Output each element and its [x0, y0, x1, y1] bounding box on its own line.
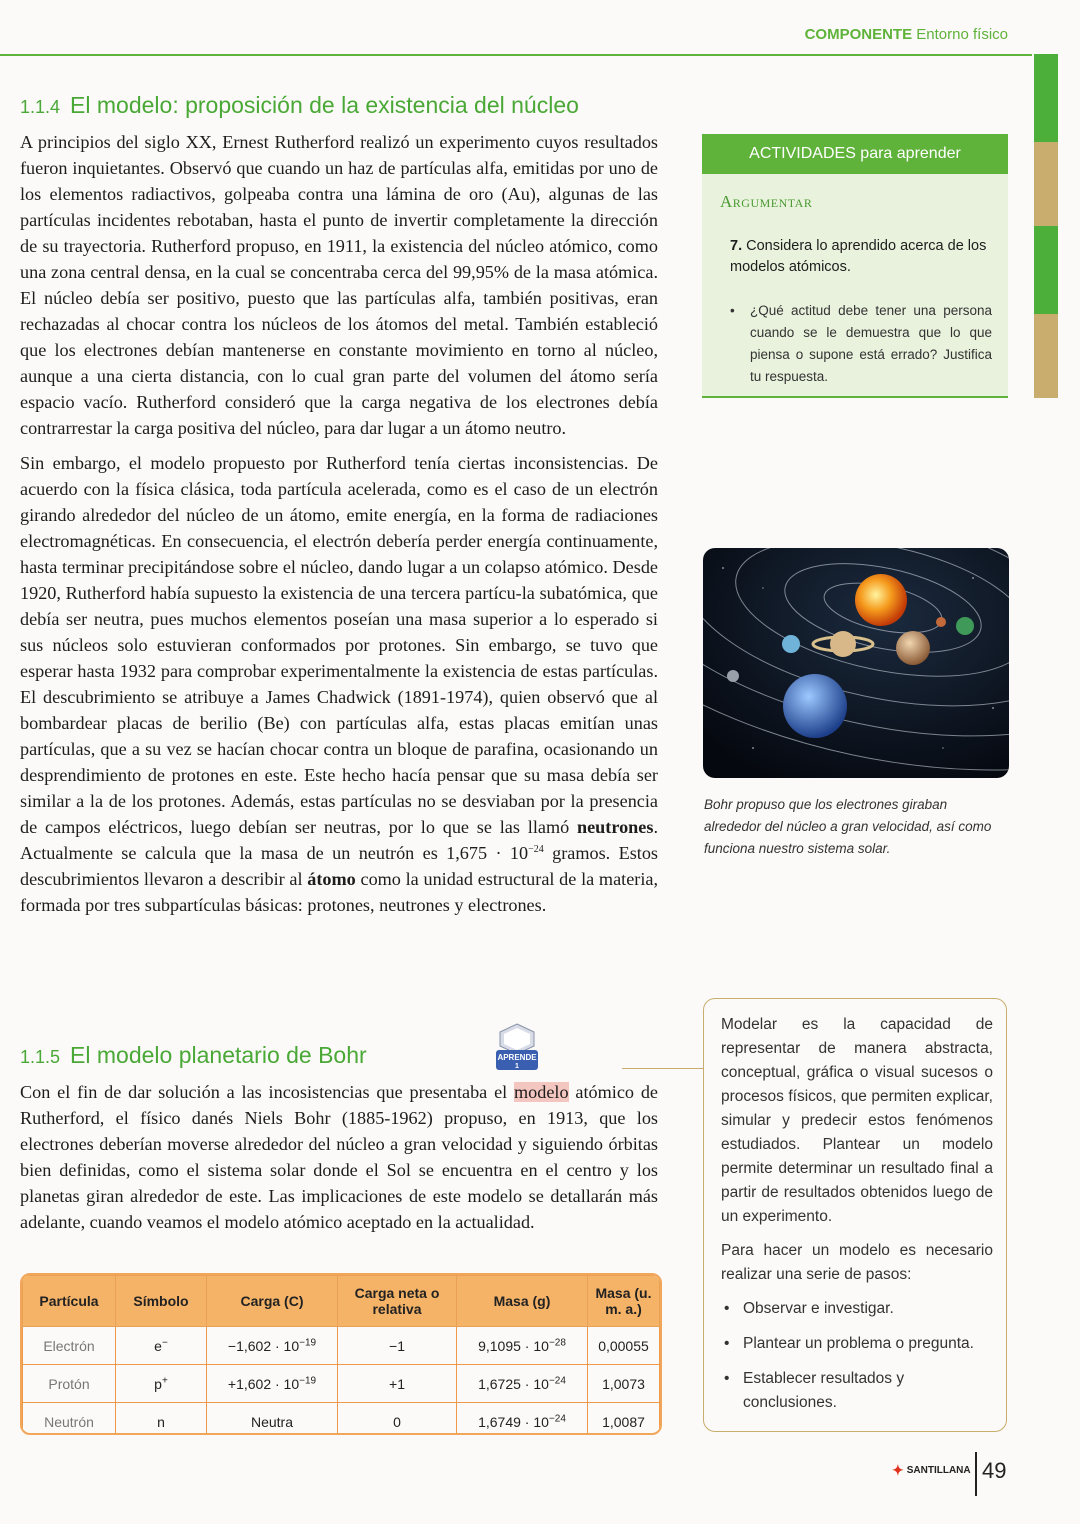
cell-particula: Protón	[23, 1365, 116, 1403]
definition-text	[721, 1013, 993, 1426]
col-masa-g: Masa (g)	[457, 1276, 588, 1327]
component-name: Entorno físico	[916, 26, 1008, 43]
badge-label: APRENDE	[497, 1053, 537, 1062]
cell-masa-g: $9,1095 \cdot 10^{-28}$	[457, 1327, 588, 1365]
section-title-text: El modelo planetario de Bohr	[70, 1042, 367, 1068]
activity-header: ACTIVIDADES para aprender	[702, 134, 1008, 174]
paragraph-inconsistencias: Sin embargo, el modelo propuesto por Rutherford tenía ciertas inconsistencias. De acuerdo con la física clásica, toda partícula acelerada, como es el caso de un electrón girando alrededor del núcleo de un átomo, emite energía, en la forma de radiaciones electromagnéticas. En consecuencia, el electrón debería perder energía continuamente, hasta terminar precipitándose sobre el núcleo, dando lugar a un colapso atómico. Desde 1920, Rutherford había supuesto la existencia de una tercera partícu-la subatómica, que debía ser neutra, pues muchos elementos poseían una masa superior a lo esperado si sus núcleos solo estuvieran conformados por protones. Sin embargo, se tuvo que esperar hasta 1932 para comprobar experimentalmente la existencia de estas partículas. El descubrimiento se atribuye a James Chadwick (1891-1974), quien observó que al bombardear placas de berilio (Be) con partículas alfa, estas placas emitían unas partículas, que a su vez se hacían chocar contra un bloque de parafina, ocasionando un desprendimiento de protones en este. Este hecho hacía pensar que su masa debía ser similar a la de los protones. Además, estas partículas no se desviaban por la presencia de campos eléctricos, luego debían ser neutras, por lo que se las llamó neutrones. Actualmente se calcula que la masa de un neutrón es $1,675 \cdot 10^{-24}$ gramos. Estos descubrimientos llevaron a describir al átomo como la unidad estructural de la materia, formada por tres subpartículas básicas: protones, neutrones y electrones.	[20, 453, 659, 915]
aprende-badge-icon[interactable]	[494, 1022, 540, 1072]
particles-table	[22, 1275, 660, 1435]
header-rule	[0, 54, 1032, 56]
activity-question: 7. Considera lo aprendido acerca de los modelos atómicos.	[730, 238, 987, 275]
cell-simbolo: e−	[116, 1327, 207, 1365]
section-number: 1.1.5	[20, 1047, 61, 1067]
badge-number: 1	[515, 1063, 519, 1070]
table-header-row	[23, 1276, 660, 1327]
cell-carga: Neutra	[207, 1403, 338, 1436]
section-1-body	[20, 129, 658, 927]
section-title-1-1-5	[20, 1042, 367, 1069]
list-item: • Establecer resultados y conclusiones.	[721, 1367, 993, 1415]
activity-subheader: Argumentar	[720, 192, 813, 211]
cell-carga-relativa: +1	[338, 1365, 457, 1403]
side-tab-1	[1034, 142, 1058, 226]
section-number: 1.1.4	[20, 97, 61, 117]
cell-masa-uma: 0,00055	[588, 1327, 660, 1365]
definition-paragraph-1: Modelar es la capacidad de representar de manera abstracta, conceptual, gráfica o visual sucesos o procesos físicos, que permiten explicar, simular y predecir estos fenómenos estudiados. Plantear un modelo permite determinar un resultado final a partir de resultados obtenidos luego de un experimento.	[721, 1016, 993, 1225]
table-row	[23, 1327, 660, 1365]
col-masa-uma: Masa (u. m. a.)	[588, 1276, 660, 1327]
side-tab-2	[1034, 314, 1058, 398]
section-title-1-1-4	[20, 92, 579, 119]
cell-masa-uma: 1,0087	[588, 1403, 660, 1436]
page-number: 49	[982, 1458, 1007, 1483]
table-row	[23, 1403, 660, 1436]
section-title-text: El modelo: proposición de la existencia del núcleo	[70, 92, 579, 118]
col-simbolo: Símbolo	[116, 1276, 207, 1327]
col-particula: Partícula	[23, 1276, 116, 1327]
term-modelo-highlight[interactable]: modelo	[514, 1082, 569, 1102]
table-row	[23, 1365, 660, 1403]
activity-box	[702, 134, 1008, 398]
list-item: • Observar e investigar.	[721, 1297, 993, 1321]
term-neutrones: neutrones	[576, 817, 654, 837]
paragraph-bohr: Con el fin de dar solución a las incosistencias que presentaba el modelo atómico de Rutherford, el físico danés Niels Bohr (1885-1962) propuso, en 1913, que los electrones deberían moverse alrededor del núcleo a gran velocidad y siguiendo órbitas bien definidas, como el sistema solar donde el Sol se encuentra en el centro y los planetas giran alrededor de este. Las implicaciones de este modelo se detallarán más adelante, cuando veamos el modelo atómico aceptado en la actualidad.	[20, 1082, 658, 1232]
term-atomo: átomo	[307, 869, 356, 889]
santillana-logo-icon: ✦	[892, 1462, 904, 1478]
cell-masa-g: $1,6725 \cdot 10^{-24}$	[457, 1365, 588, 1403]
page-number-divider	[975, 1452, 977, 1496]
solar-system-image	[703, 548, 1009, 778]
paragraph-rutherford: A principios del siglo XX, Ernest Rutherford realizó un experimento cuyos resultados fueron inquietantes. Observó que cuando un haz de partículas alfa, emitidas por uno de los elementos radiactivos, golpeaba contra una lámina de oro (Au), algunas de las partículas incidentes rebotaban, hasta el punto de invertir completamente la dirección de su trayectoria. Rutherford propuso, en 1911, la existencia del núcleo atómico, como una zona central densa, en la cual se concentraba cerca del 99,95% de la masa atómica. El núcleo debía ser positivo, puesto que las partículas alfa, también positivas, eran rechazadas al chocar contra los núcleos de los átomos del metal. También estableció que los electrones debían mantenerse en constante movimiento en torno al núcleo, aunque a una cierta distancia, con lo cual gran parte del volumen del átomo sería espacio vacío. Rutherford consideró que la carga negativa de los electrones debía contrarrestar la carga positiva del núcleo, para dar lugar a un átomo neutro.	[20, 132, 658, 438]
definition-connector-line	[622, 1068, 704, 1069]
cell-masa-uma: 1,0073	[588, 1365, 660, 1403]
section-2-body	[20, 1079, 658, 1244]
cell-simbolo: p+	[116, 1365, 207, 1403]
cell-carga-relativa: 0	[338, 1403, 457, 1436]
image-caption: Bohr propuso que los electrones giraban alrededor del núcleo a gran velocidad, así como funciona nuestro sistema solar.	[704, 797, 992, 856]
publisher-name: SANTILLANA	[906, 1465, 971, 1476]
cell-carga: $-1,602 \cdot 10^{-19}$	[207, 1327, 338, 1365]
definition-paragraph-2: Para hacer un modelo es necesario realizar una serie de pasos:	[721, 1242, 993, 1283]
page-header	[805, 26, 1008, 43]
cell-masa-g: $1,6749 \cdot 10^{-24}$	[457, 1403, 588, 1436]
component-label: COMPONENTE	[804, 26, 913, 43]
cell-particula: Electrón	[23, 1327, 116, 1365]
definition-steps	[721, 1297, 993, 1415]
side-tab-bar	[1034, 54, 1058, 398]
particles-table-frame	[20, 1273, 662, 1435]
cell-carga: $+1,602 \cdot 10^{-19}$	[207, 1365, 338, 1403]
publisher-logo	[892, 1462, 971, 1479]
col-carga: Carga (C)	[207, 1276, 338, 1327]
cell-carga-relativa: −1	[338, 1327, 457, 1365]
col-carga-relativa: Carga neta o relativa	[338, 1276, 457, 1327]
list-item: • Plantear un problema o pregunta.	[721, 1332, 993, 1356]
definition-box	[703, 998, 1007, 1432]
activity-bullet: • ¿Qué actitud debe tener una persona cuando se le demuestra que lo que piensa o supone está errado? Justifica tu respuesta.	[750, 300, 992, 388]
cell-simbolo: n	[116, 1403, 207, 1436]
cell-particula: Neutrón	[23, 1403, 116, 1436]
